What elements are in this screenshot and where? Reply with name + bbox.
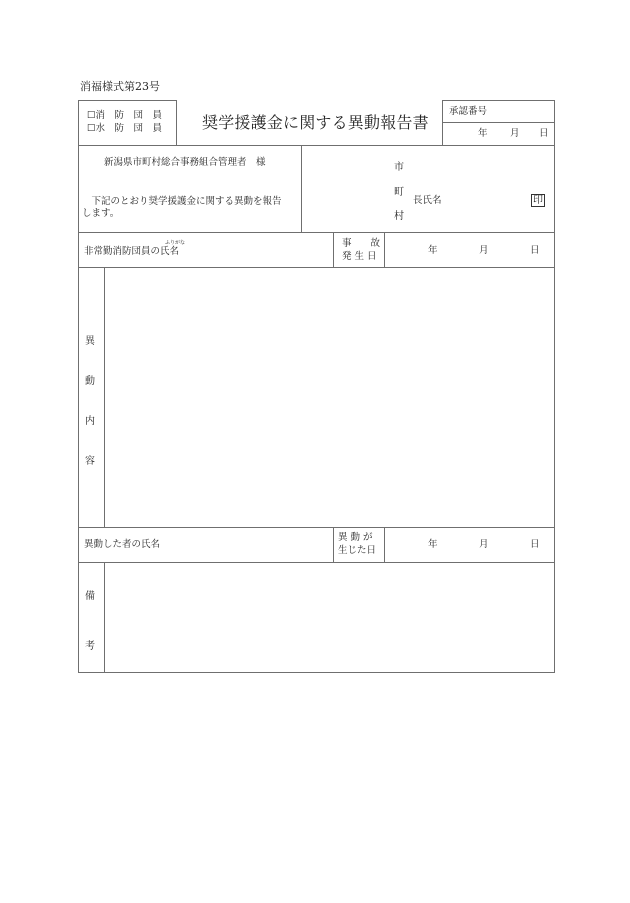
approval-month: 月 (510, 128, 520, 139)
accident-day: 日 (530, 245, 540, 256)
change-date-label-1: 異 動 が (338, 532, 373, 543)
member-name-label: 非常勤消防団員の氏名 (84, 246, 180, 257)
change-year: 年 (428, 539, 438, 550)
divider (104, 562, 105, 672)
divider (333, 232, 334, 267)
approval-day: 日 (539, 128, 549, 139)
label-char: 考 (85, 641, 95, 652)
accident-month: 月 (479, 245, 489, 256)
changed-person-label: 異動した者の氏名 (84, 539, 161, 550)
option-label: 消 防 団 員 (95, 110, 163, 121)
checkbox-icon[interactable]: ☐ (87, 123, 96, 134)
seal-icon: 印 (533, 195, 543, 206)
divider (301, 145, 302, 233)
option-flood-brigade[interactable] (87, 123, 162, 135)
mayor-name-label: 長氏名 (413, 195, 442, 206)
option-fire-brigade[interactable] (87, 110, 162, 122)
remarks-field[interactable] (106, 564, 552, 670)
label-char: 異 (85, 336, 95, 347)
report-message-line1: 下記のとおり奨学援護金に関する異動を報告 (82, 196, 282, 207)
change-details-field[interactable] (106, 269, 552, 525)
divider (333, 527, 334, 562)
recipient-name: 新潟県市町村総合事務組合管理者 様 (104, 157, 266, 168)
change-day: 日 (530, 539, 540, 550)
change-date-label-2: 生じた日 (338, 545, 377, 556)
city-char: 市 (394, 162, 404, 173)
option-label: 水 防 団 員 (95, 123, 163, 134)
label-char: 内 (85, 416, 95, 427)
report-message-line2: します。 (82, 208, 120, 219)
divider (78, 232, 555, 233)
divider (384, 527, 385, 562)
document-title: 奨学援護金に関する異動報告書 (202, 113, 429, 132)
accident-date-label-1: 事 故 (342, 238, 381, 249)
change-month: 月 (479, 539, 489, 550)
town-char: 町 (394, 187, 404, 198)
accident-date-label-2: 発 生 日 (342, 251, 377, 262)
checkbox-icon[interactable]: ☐ (87, 110, 96, 121)
divider (78, 267, 555, 268)
approval-year: 年 (478, 128, 488, 139)
divider (78, 527, 555, 528)
furigana-label: ふりがな (165, 240, 186, 246)
approval-number-label: 承認番号 (449, 106, 488, 117)
divider (78, 562, 555, 563)
divider (442, 122, 555, 123)
village-char: 村 (394, 211, 404, 222)
label-char: 容 (85, 456, 95, 467)
accident-year: 年 (428, 245, 438, 256)
form-number: 消福様式第23号 (80, 80, 160, 93)
label-char: 備 (85, 591, 95, 602)
divider (104, 267, 105, 527)
label-char: 動 (85, 376, 95, 387)
divider (384, 232, 385, 267)
